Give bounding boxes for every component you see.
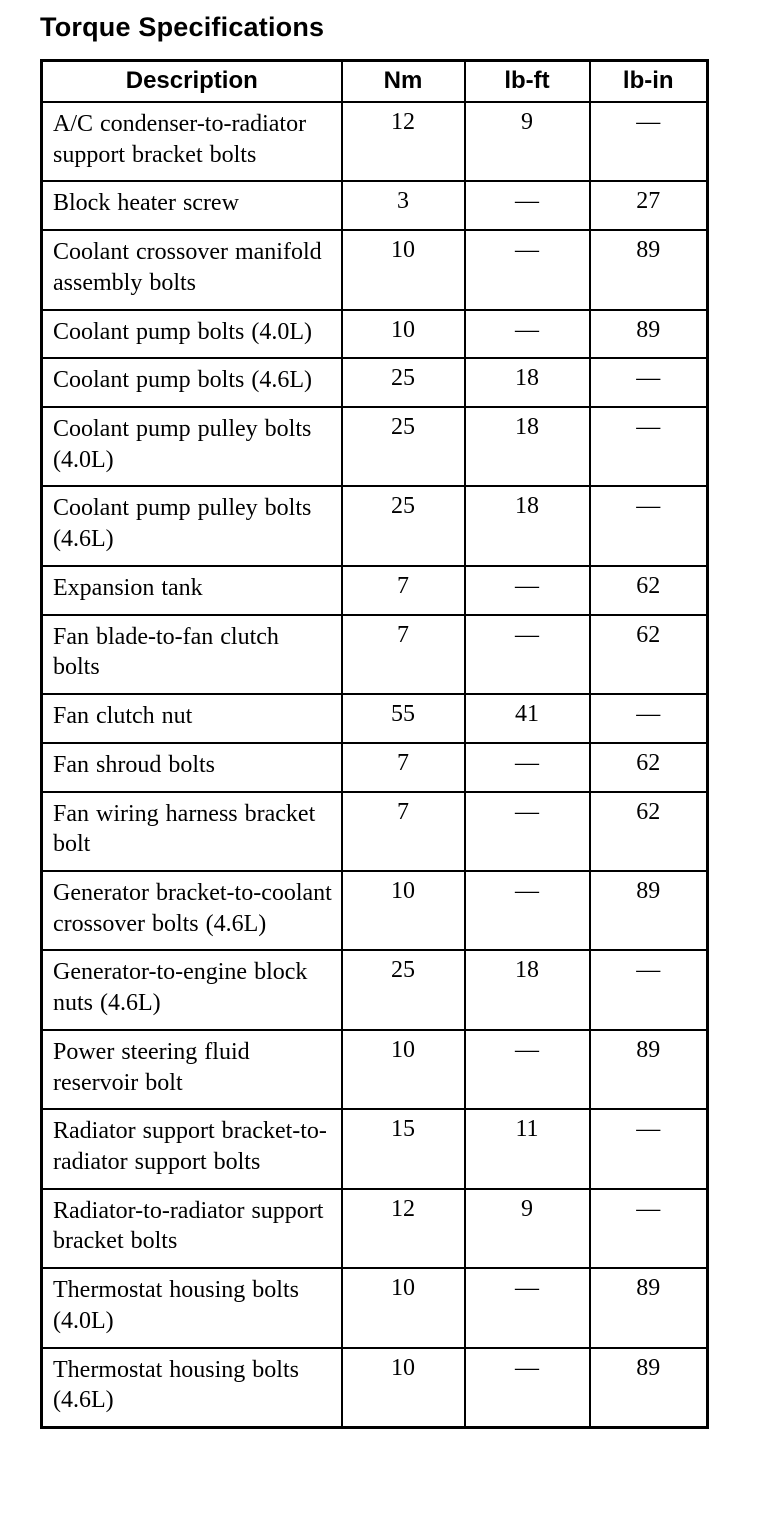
- table-row: [42, 1189, 708, 1268]
- nm-value-cell: 10: [342, 310, 465, 359]
- description-cell: Coolant pump bolts (4.0L): [42, 310, 342, 359]
- nm-value-cell: 7: [342, 615, 465, 694]
- lb-ft-value-cell: —: [465, 310, 590, 359]
- table-row: [42, 181, 708, 230]
- lb-in-value-cell: —: [590, 102, 708, 181]
- lb-in-value-cell: —: [590, 1189, 708, 1268]
- nm-value-cell: 10: [342, 1268, 465, 1347]
- lb-ft-value-cell: —: [465, 792, 590, 871]
- lb-in-value-cell: —: [590, 1109, 708, 1188]
- lb-in-value-cell: 62: [590, 743, 708, 792]
- description-cell: Expansion tank: [42, 566, 342, 615]
- nm-value-cell: 7: [342, 743, 465, 792]
- lb-ft-value-cell: 9: [465, 102, 590, 181]
- description-cell: Coolant pump pulley bolts (4.6L): [42, 486, 342, 565]
- description-cell: Radiator-to-radiator support bracket bolts: [42, 1189, 342, 1268]
- table-body: [42, 102, 708, 1428]
- column-header-lb-in: lb-in: [590, 61, 708, 103]
- table-row: [42, 486, 708, 565]
- table-row: [42, 1268, 708, 1347]
- nm-value-cell: 25: [342, 407, 465, 486]
- description-cell: Thermostat housing bolts (4.6L): [42, 1348, 342, 1428]
- lb-ft-value-cell: —: [465, 615, 590, 694]
- description-cell: A/C condenser-to-radiator support bracket bolts: [42, 102, 342, 181]
- table-header: [42, 61, 708, 103]
- description-cell: Fan blade-to-fan clutch bolts: [42, 615, 342, 694]
- lb-ft-value-cell: 11: [465, 1109, 590, 1188]
- lb-ft-value-cell: —: [465, 871, 590, 950]
- description-cell: Fan shroud bolts: [42, 743, 342, 792]
- lb-in-value-cell: 89: [590, 1268, 708, 1347]
- table-row: [42, 407, 708, 486]
- table-row: [42, 694, 708, 743]
- nm-value-cell: 7: [342, 566, 465, 615]
- description-cell: Fan clutch nut: [42, 694, 342, 743]
- description-cell: Generator-to-engine block nuts (4.6L): [42, 950, 342, 1029]
- table-row: [42, 950, 708, 1029]
- table-row: [42, 743, 708, 792]
- lb-ft-value-cell: 9: [465, 1189, 590, 1268]
- table-row: [42, 1109, 708, 1188]
- lb-in-value-cell: 62: [590, 566, 708, 615]
- column-header-nm: Nm: [342, 61, 465, 103]
- nm-value-cell: 7: [342, 792, 465, 871]
- table-row: [42, 792, 708, 871]
- description-cell: Coolant pump pulley bolts (4.0L): [42, 407, 342, 486]
- description-cell: Radiator support bracket-to-radiator support bolts: [42, 1109, 342, 1188]
- lb-in-value-cell: 89: [590, 310, 708, 359]
- description-cell: Coolant crossover manifold assembly bolts: [42, 230, 342, 309]
- lb-ft-value-cell: 18: [465, 950, 590, 1029]
- lb-ft-value-cell: —: [465, 743, 590, 792]
- nm-value-cell: 3: [342, 181, 465, 230]
- nm-value-cell: 25: [342, 358, 465, 407]
- lb-in-value-cell: 89: [590, 230, 708, 309]
- lb-in-value-cell: —: [590, 486, 708, 565]
- description-cell: Coolant pump bolts (4.6L): [42, 358, 342, 407]
- table-row: [42, 230, 708, 309]
- torque-specifications-table: [40, 59, 709, 1429]
- lb-ft-value-cell: —: [465, 1348, 590, 1428]
- nm-value-cell: 55: [342, 694, 465, 743]
- lb-in-value-cell: 89: [590, 1030, 708, 1109]
- table-row: [42, 615, 708, 694]
- nm-value-cell: 15: [342, 1109, 465, 1188]
- nm-value-cell: 25: [342, 486, 465, 565]
- lb-ft-value-cell: 18: [465, 407, 590, 486]
- description-cell: Fan wiring harness bracket bolt: [42, 792, 342, 871]
- lb-in-value-cell: 89: [590, 871, 708, 950]
- lb-in-value-cell: 62: [590, 792, 708, 871]
- nm-value-cell: 12: [342, 1189, 465, 1268]
- lb-ft-value-cell: 18: [465, 486, 590, 565]
- lb-in-value-cell: —: [590, 407, 708, 486]
- lb-in-value-cell: 89: [590, 1348, 708, 1428]
- description-cell: Generator bracket-to-coolant crossover bolts (4.6L): [42, 871, 342, 950]
- description-cell: Block heater screw: [42, 181, 342, 230]
- description-cell: Thermostat housing bolts (4.0L): [42, 1268, 342, 1347]
- table-row: [42, 358, 708, 407]
- header-row: [42, 61, 708, 103]
- table-row: [42, 871, 708, 950]
- nm-value-cell: 25: [342, 950, 465, 1029]
- nm-value-cell: 10: [342, 1030, 465, 1109]
- table-row: [42, 310, 708, 359]
- column-header-lb-ft: lb-ft: [465, 61, 590, 103]
- table-row: [42, 1348, 708, 1428]
- lb-ft-value-cell: 18: [465, 358, 590, 407]
- table-row: [42, 566, 708, 615]
- column-header-description: Description: [42, 61, 342, 103]
- lb-in-value-cell: 62: [590, 615, 708, 694]
- table-row: [42, 1030, 708, 1109]
- lb-ft-value-cell: —: [465, 1268, 590, 1347]
- nm-value-cell: 10: [342, 871, 465, 950]
- lb-ft-value-cell: 41: [465, 694, 590, 743]
- nm-value-cell: 12: [342, 102, 465, 181]
- lb-in-value-cell: —: [590, 694, 708, 743]
- nm-value-cell: 10: [342, 1348, 465, 1428]
- lb-ft-value-cell: —: [465, 181, 590, 230]
- lb-in-value-cell: 27: [590, 181, 708, 230]
- table-row: [42, 102, 708, 181]
- description-cell: Power steering fluid reservoir bolt: [42, 1030, 342, 1109]
- nm-value-cell: 10: [342, 230, 465, 309]
- lb-ft-value-cell: —: [465, 1030, 590, 1109]
- lb-in-value-cell: —: [590, 358, 708, 407]
- lb-ft-value-cell: —: [465, 566, 590, 615]
- lb-in-value-cell: —: [590, 950, 708, 1029]
- page-title: Torque Specifications: [40, 12, 325, 42]
- lb-ft-value-cell: —: [465, 230, 590, 309]
